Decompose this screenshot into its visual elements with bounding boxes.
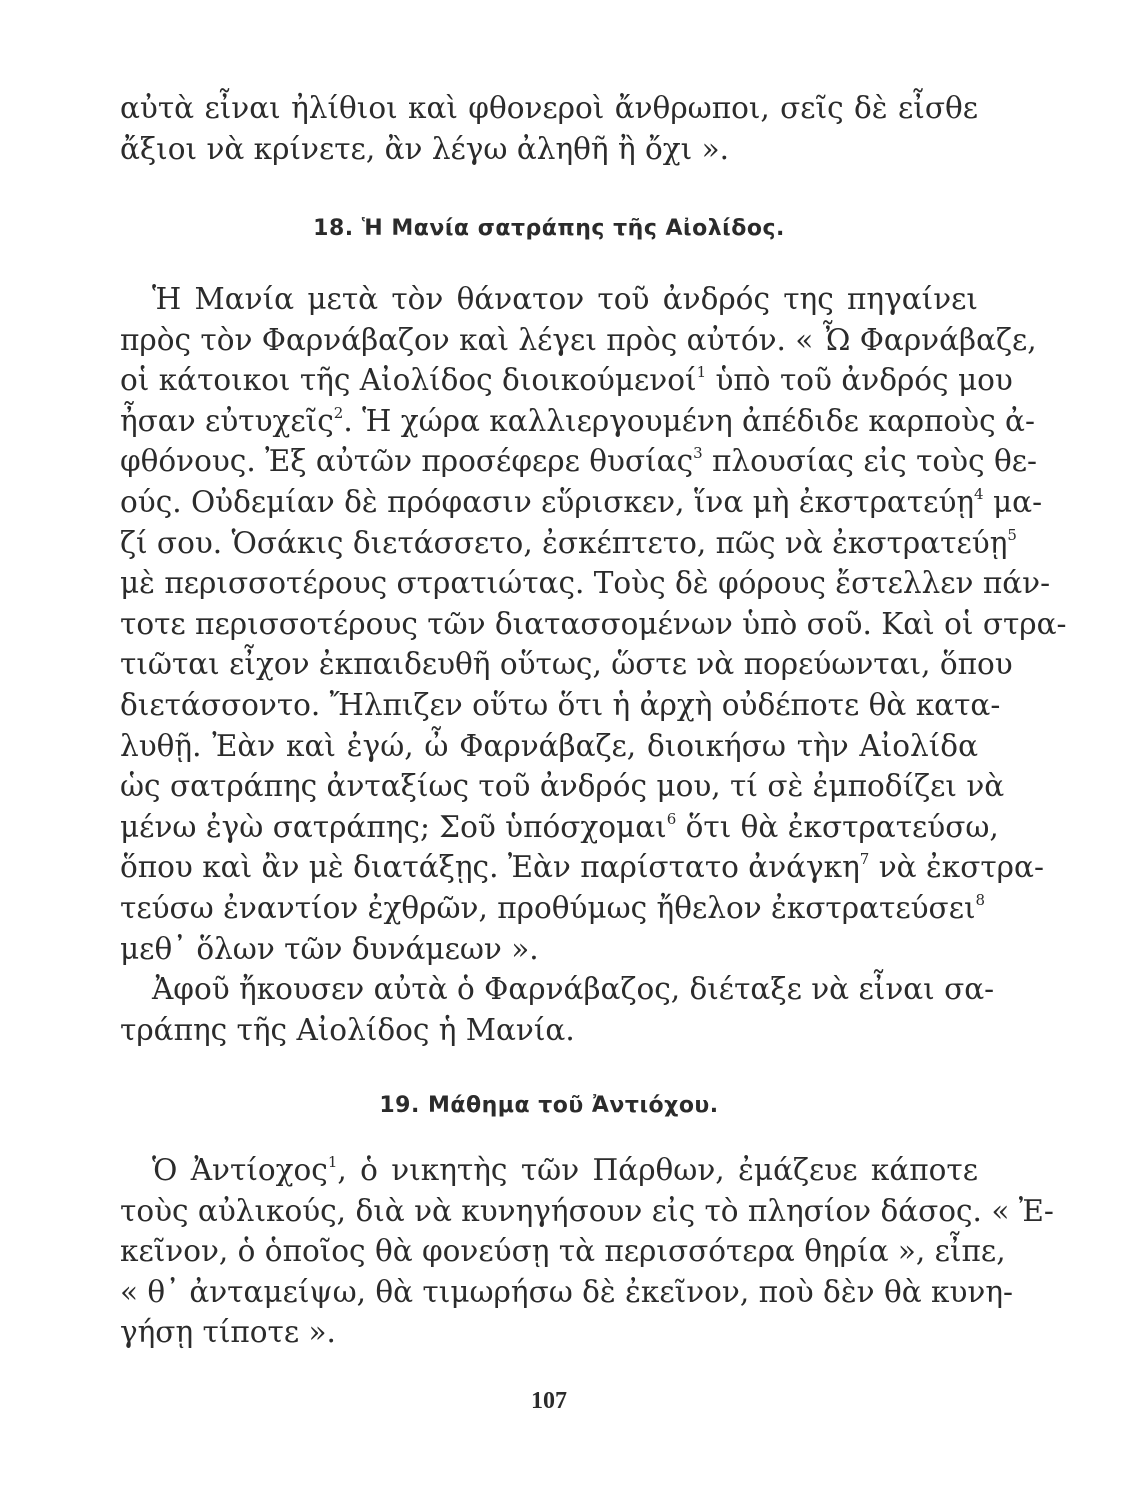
footnote-marker: 7 <box>859 850 870 869</box>
section-18-paragraph <box>120 279 1067 1050</box>
footnote-marker: 3 <box>693 444 703 463</box>
text-line: διετάσσοντο. Ἤλπιζεν οὕτω ὅτι ἡ ἀρχὴ οὐδέποτε θὰ κατα- <box>120 687 1001 722</box>
footnote-marker: 4 <box>974 484 984 503</box>
text-line: πρὸς τὸν Φαρνάβαζον καὶ λέγει πρὸς αὐτόν. « Ὦ Φαρνάβαζε, <box>120 322 1037 357</box>
text-line: λυθῇ. Ἐὰν καὶ ἐγώ, ὦ Φαρνάβαζε, διοικήσω τὴν Αἰολίδα <box>120 728 978 763</box>
text-line: φθόνους. Ἐξ αὐτῶν προσέφερε θυσίας$^3$ πλουσίας εἰς τοὺς θε- <box>120 444 1038 479</box>
section-19-heading: 19. Μάθημα τοῦ Ἀντιόχου. <box>379 1093 719 1118</box>
text-line: τοτε περισσοτέρους τῶν διατασσομένων ὑπὸ σοῦ. Καὶ οἱ στρα- <box>120 606 1067 641</box>
footnote-marker: 5 <box>1007 525 1017 544</box>
text-line: τοὺς αὐλικούς, διὰ νὰ κυνηγήσουν εἰς τὸ πλησίον δάσος. « Ἐ- <box>120 1193 1054 1228</box>
footnote-marker: 1 <box>327 1153 338 1171</box>
footnote-marker: 1 <box>696 363 707 382</box>
text-line: μεθ᾽ ὅλων τῶν δυνάμεων ». <box>120 931 539 966</box>
text-line: οἱ κάτοικοι τῆς Αἰολίδος διοικούμενοί$^1$ ὑπὸ τοῦ ἀνδρός μου <box>120 363 1013 398</box>
text-line: τεύσω ἐναντίον ἐχθρῶν, προθύμως ἤθελον ἐκστρατεύσει$^8$ <box>120 890 986 925</box>
page-number: 107 <box>531 1388 567 1414</box>
text-line: Ἡ Μανία μετὰ τὸν θάνατον τοῦ ἀνδρός της πηγαίνει <box>152 282 978 316</box>
text-line: ὅπου καὶ ἂν μὲ διατάξῃς. Ἐὰν παρίστατο ἀνάγκη$^7$ νὰ ἐκστρα- <box>120 850 1044 885</box>
text-line: κεῖνον, ὁ ὁποῖος θὰ φονεύσῃ τὰ περισσότερα θηρία », εἶπε, <box>120 1234 1006 1269</box>
text-line: μὲ περισσοτέρους στρατιώτας. Τοὺς δὲ φόρους ἔστελλεν πάν- <box>120 566 1051 601</box>
text-line: γήσῃ τίποτε ». <box>120 1315 336 1350</box>
footnote-marker: 8 <box>975 890 986 909</box>
text-line: Ἀφοῦ ἤκουσεν αὐτὰ ὁ Φαρνάβαζος, διέταξε νὰ εἶναι σα- <box>152 972 995 1007</box>
text-line: αὐτὰ εἶναι ἠλίθιοι καὶ φθονεροὶ ἄνθρωποι, σεῖς δὲ εἶσθε <box>120 91 978 125</box>
text-line: « θ᾽ ἀνταμείψω, θὰ τιμωρήσω δὲ ἐκεῖνον, ποὺ δὲν θὰ κυνη- <box>120 1274 1013 1309</box>
book-page <box>120 0 1067 1500</box>
footnote-marker: 2 <box>333 403 344 422</box>
text-line: ζί σου. Ὁσάκις διετάσσετο, ἐσκέπτετο, πῶς νὰ ἐκστρατεύῃ$^5$ <box>120 525 1017 560</box>
text-line: ἄξιοι νὰ κρίνετε, ἂν λέγω ἀληθῆ ἢ ὄχι ». <box>120 131 730 166</box>
text-line: μένω ἐγὼ σατράπης; Σοῦ ὑπόσχομαι$^6$ ὅτι θὰ ἐκστρατεύσω, <box>120 809 999 844</box>
intro-paragraph <box>120 88 978 169</box>
text-line: ὡς σατράπης ἀνταξίως τοῦ ἀνδρός μου, τί σὲ ἐμποδίζει νὰ <box>120 769 1005 804</box>
footnote-marker: 6 <box>666 809 677 828</box>
text-line: ούς. Οὐδεμίαν δὲ πρόφασιν εὕρισκεν, ἵνα μὴ ἐκστρατεύῃ$^4$ μα- <box>120 484 1043 519</box>
section-18-heading: 18. Ἡ Μανία σατράπης τῆς Αἰολίδος. <box>313 216 785 241</box>
text-line: ἦσαν εὐτυχεῖς$^2$. Ἡ χώρα καλλιεργουμένη ἀπέδιδε καρποὺς ἀ- <box>120 403 1035 438</box>
section-19-paragraph <box>120 1150 1054 1353</box>
text-line: Ὁ Ἀντίοχος$^1$, ὁ νικητὴς τῶν Πάρθων, ἐμάζευε κάποτε <box>152 1153 978 1187</box>
text-line: τιῶται εἶχον ἐκπαιδευθῆ οὕτως, ὥστε νὰ πορεύωνται, ὅπου <box>120 647 1013 682</box>
text-line: τράπης τῆς Αἰολίδος ἡ Μανία. <box>120 1012 575 1047</box>
